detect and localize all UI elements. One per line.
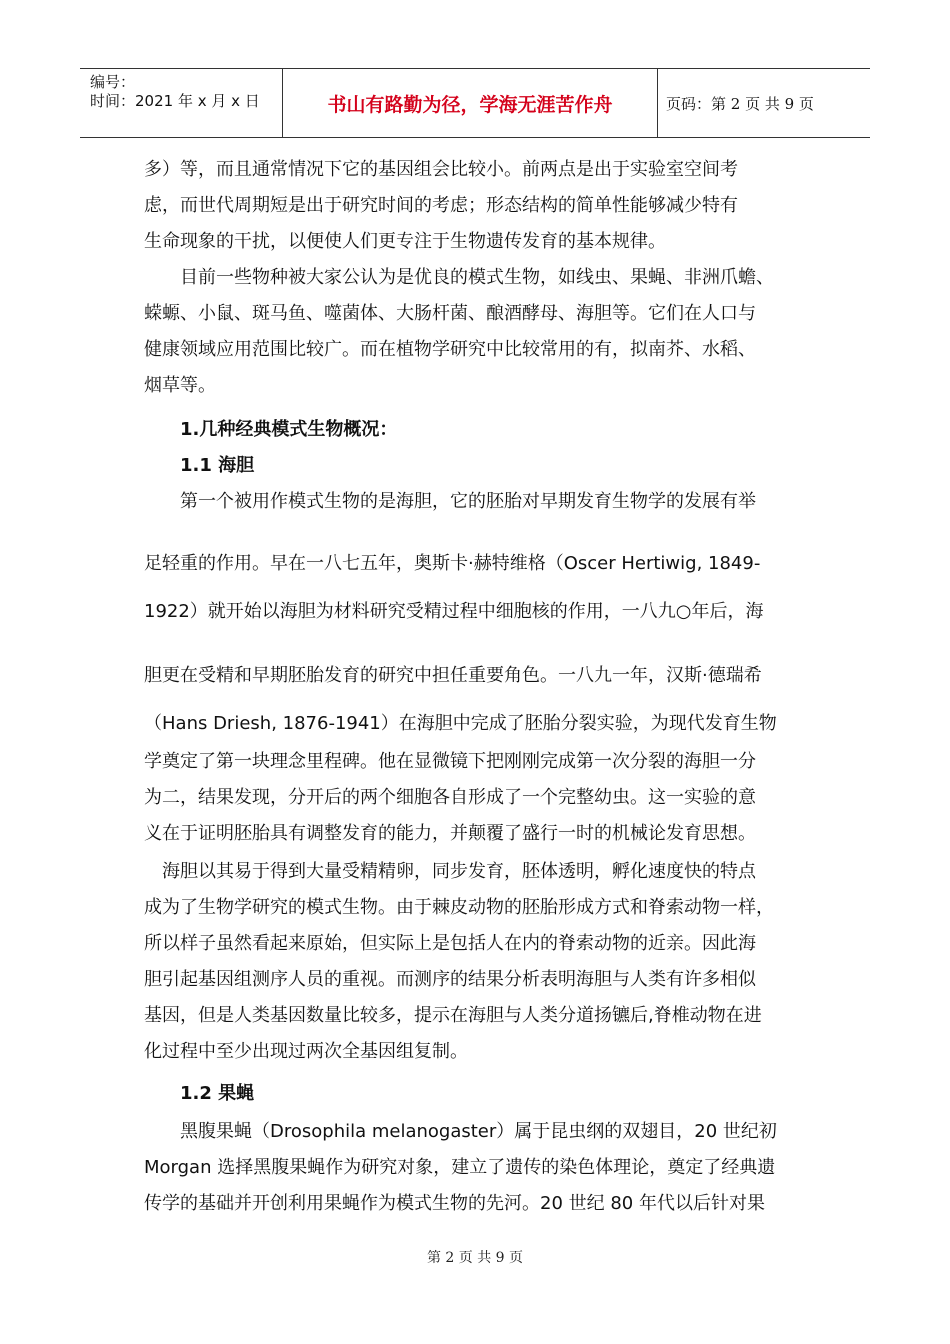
body-line: 多）等，而且通常情况下它的基因组会比较小。前两点是出于实验室空间考 (144, 159, 738, 180)
body-line: 胆引起基因组测序人员的重视。而测序的结果分析表明海胆与人类有许多相似 (144, 969, 756, 990)
body-line: 蝾螈、小鼠、斑马鱼、噬菌体、大肠杆菌、酿酒酵母、海胆等。它们在人口与 (144, 303, 756, 324)
page-header (80, 68, 870, 138)
body-line: 第一个被用作模式生物的是海胆，它的胚胎对早期发育生物学的发展有举 (144, 491, 756, 512)
body-line: 学奠定了第一块理念里程碑。他在显微镜下把刚刚完成第一次分裂的海胆一分 (144, 751, 756, 772)
body-line: 海胆以其易于得到大量受精精卵，同步发育，胚体透明，孵化速度快的特点 (144, 861, 756, 882)
body-line: 化过程中至少出现过两次全基因组复制。 (144, 1041, 468, 1062)
body-line: 成为了生物学研究的模式生物。由于棘皮动物的胚胎形成方式和脊索动物一样， (144, 897, 774, 918)
header-motto: 书山有路勤为径，学海无涯苦作舟 (282, 69, 658, 137)
date-label: 时间：2021 年 x 月 x 日 (90, 92, 260, 110)
body-line: 目前一些物种被大家公认为是优良的模式生物，如线虫、果蝇、非洲爪蟾、 (144, 267, 774, 288)
body-line: 1922）就开始以海胆为材料研究受精过程中细胞核的作用，一八九○年后，海 (144, 601, 764, 622)
header-meta (80, 69, 282, 137)
body-line: 义在于证明胚胎具有调整发育的能力，并颠覆了盛行一时的机械论发育思想。 (144, 823, 756, 844)
body-line: Morgan 选择黑腹果蝇作为研究对象，建立了遗传的染色体理论，奠定了经典遗 (144, 1157, 776, 1178)
header-page-info: 页码：第 2 页 共 9 页 (666, 94, 814, 113)
body-line: 所以样子虽然看起来原始，但实际上是包括人在内的脊索动物的近亲。因此海 (144, 933, 756, 954)
body-line: 健康领域应用范围比较广。而在植物学研究中比较常用的有，拟南芥、水稻、 (144, 339, 756, 360)
body-line: 传学的基础并开创利用果蝇作为模式生物的先河。20 世纪 80 年代以后针对果 (144, 1193, 765, 1214)
body-line: 为二，结果发现，分开后的两个细胞各自形成了一个完整幼虫。这一实验的意 (144, 787, 756, 808)
serial-number-label: 编号： (90, 73, 136, 91)
page-footer: 第 2 页 共 9 页 (426, 1250, 524, 1266)
subsection-heading: 1.1 海胆 (144, 455, 255, 476)
subsection-heading: 1.2 果蝇 (144, 1083, 255, 1104)
body-line: 黑腹果蝇（Drosophila melanogaster）属于昆虫纲的双翅目，20 世纪初 (144, 1121, 777, 1142)
body-line: 基因，但是人类基因数量比较多，提示在海胆与人类分道扬镳后,脊椎动物在进 (144, 1005, 762, 1026)
body-line: 烟草等。 (144, 375, 216, 396)
section-heading: 1.几种经典模式生物概况： (144, 419, 398, 440)
body-line: 足轻重的作用。早在一八七五年，奥斯卡·赫特维格（Oscer Hertiwig, 1849- (144, 553, 761, 574)
body-line: 生命现象的干扰，以便使人们更专注于生物遗传发育的基本规律。 (144, 231, 666, 252)
body-line: 胆更在受精和早期胚胎发育的研究中担任重要角色。一八九一年，汉斯·德瑞希 (144, 665, 762, 686)
body-line: 虑，而世代周期短是出于研究时间的考虑；形态结构的简单性能够减少特有 (144, 195, 738, 216)
body-line: （Hans Driesh, 1876-1941）在海胆中完成了胚胎分裂实验，为现代发育生物 (144, 713, 777, 734)
